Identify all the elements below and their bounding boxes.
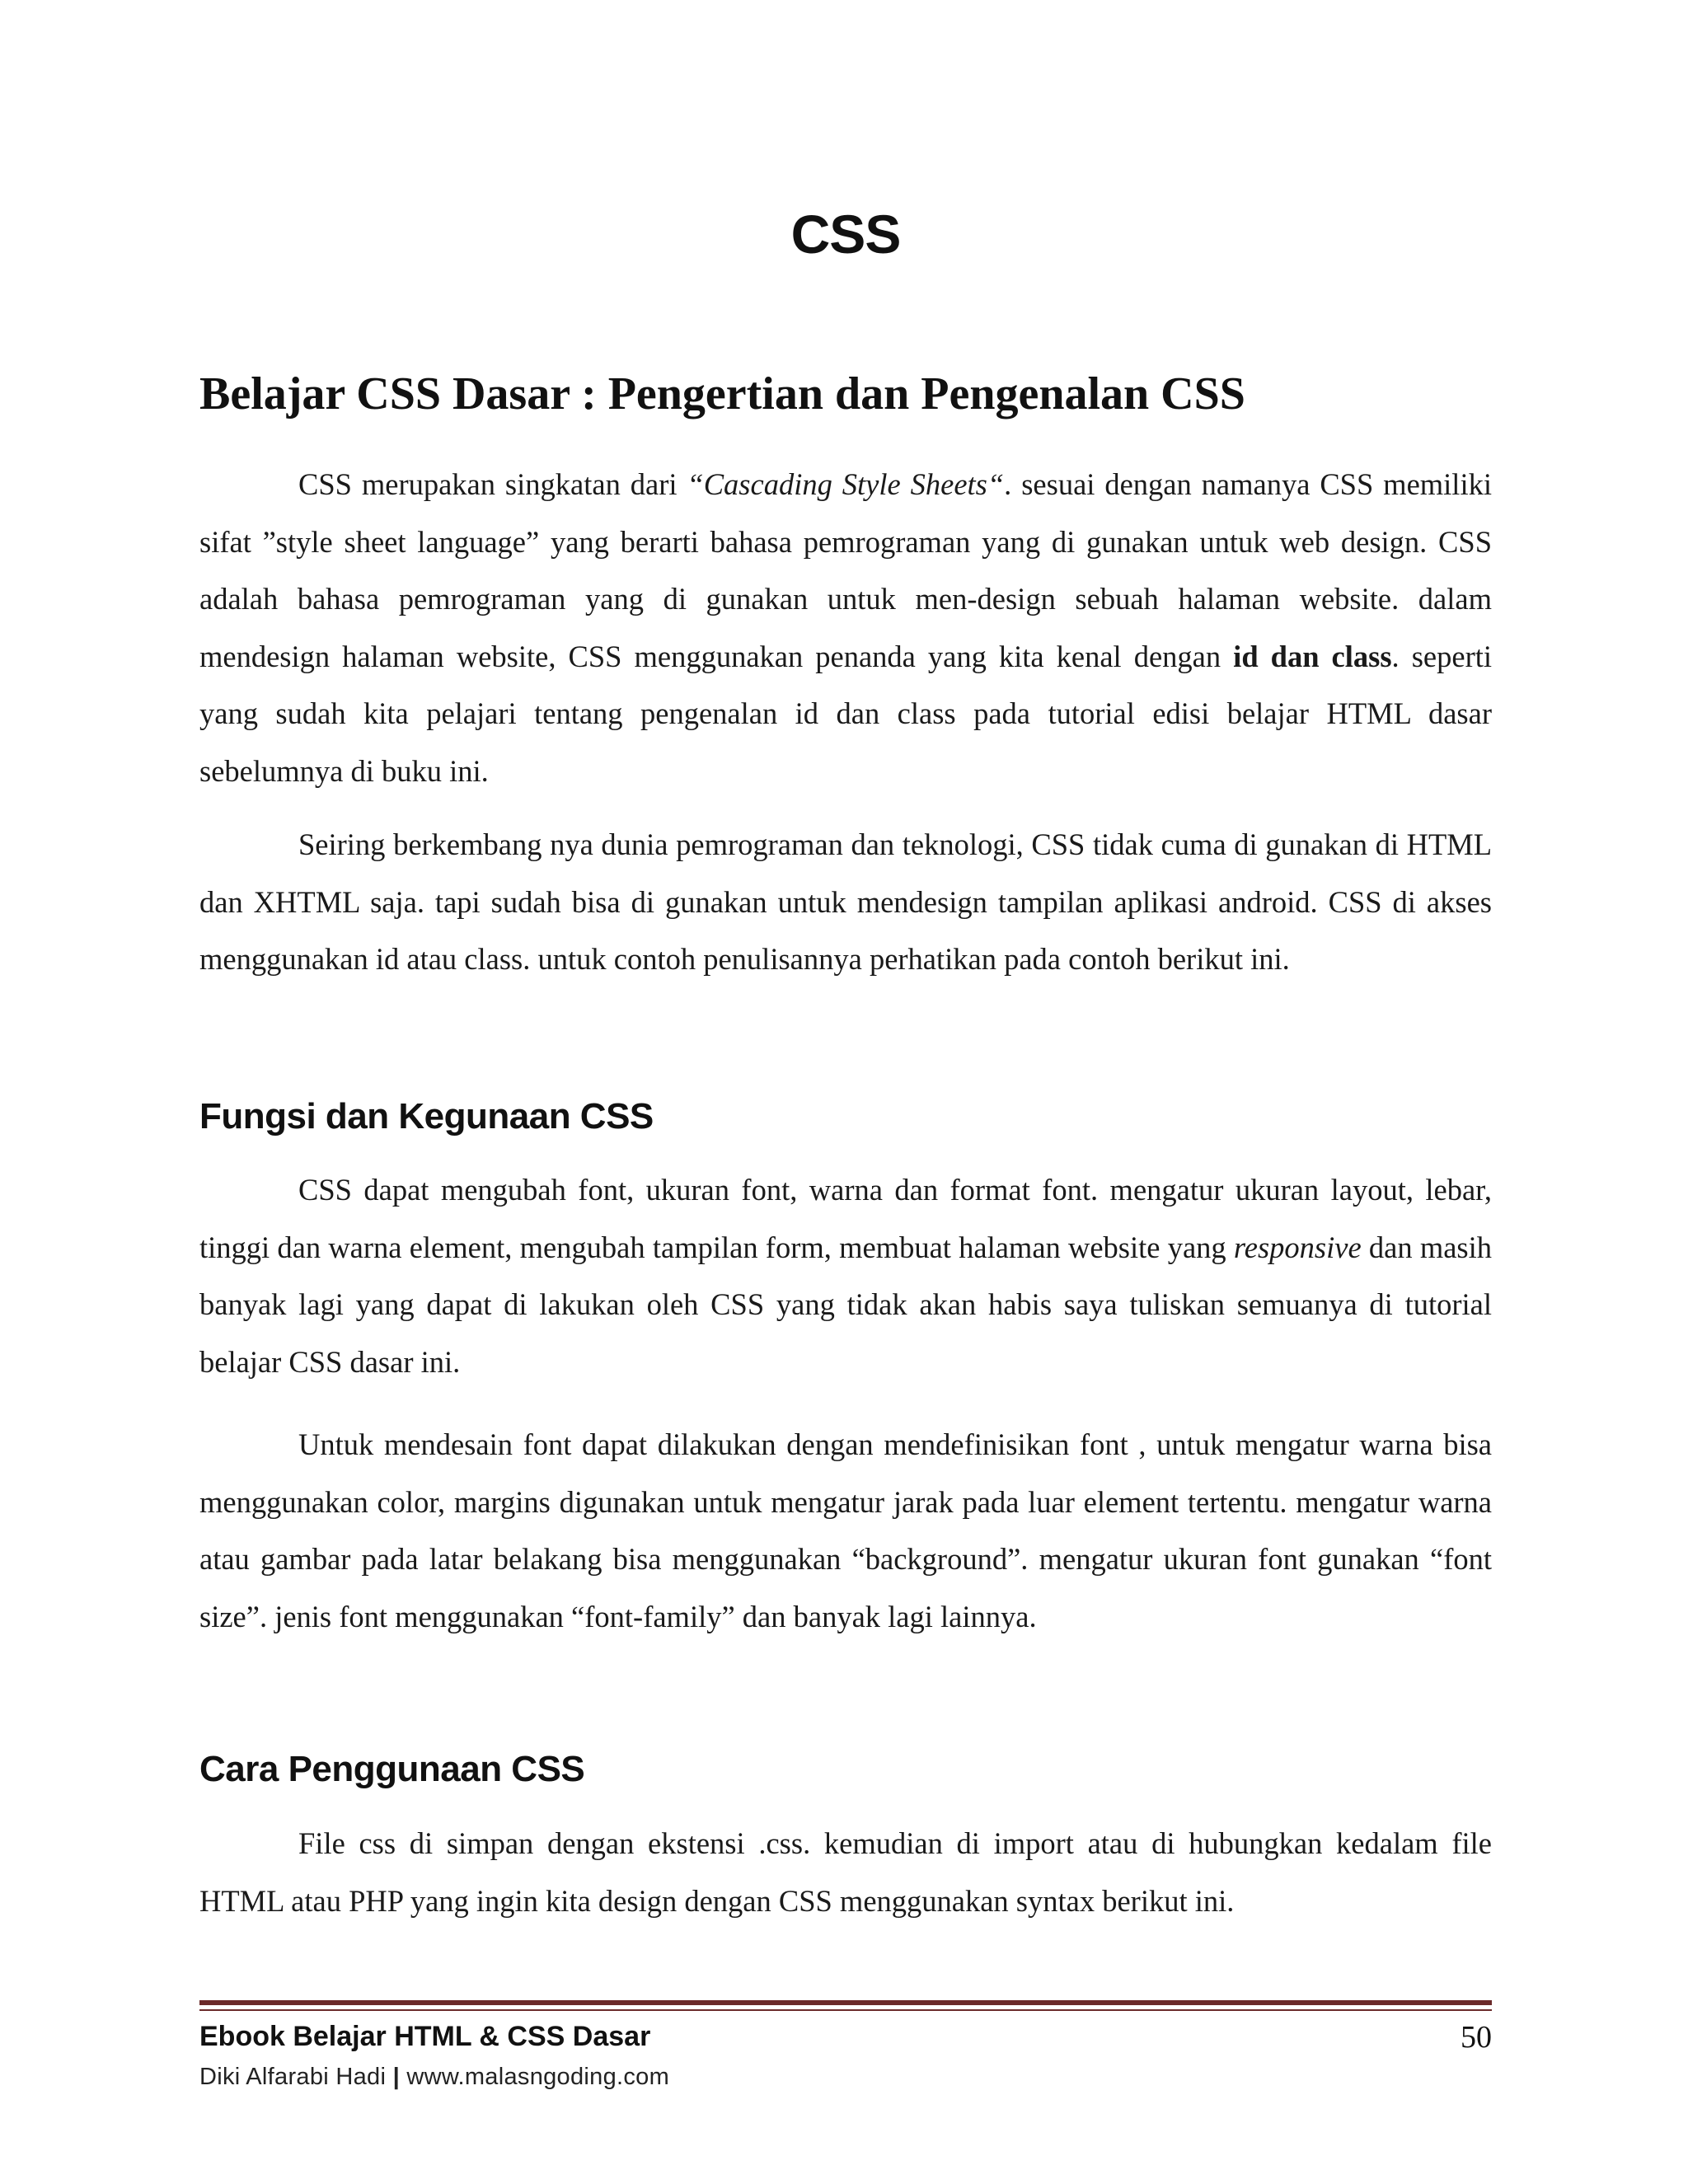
document-page	[199, 0, 1492, 2184]
footer-book-title: Ebook Belajar HTML & CSS Dasar	[199, 2021, 651, 2052]
footer-separator: |	[392, 2064, 400, 2090]
footer-author: Diki Alfarabi Hadi	[199, 2064, 387, 2090]
chapter-title: CSS	[790, 204, 901, 265]
cara-paragraph: File css di simpan dengan ekstensi .css. kemudian di import atau di hubungkan kedalam file HTML atau PHP yang ingin kita design dengan CSS menggunakan syntax berikut ini.	[199, 1826, 1492, 1918]
fungsi-paragraph-2: Untuk mendesain font dapat dilakukan dengan mendefinisikan font , untuk mengatur warna bisa menggunakan color, margins digunakan untuk mengatur jarak pada luar element tertentu. mengatur warna atau gambar pada latar belakang bisa menggunakan “background”. mengatur ukuran font gunakan “font size”. jenis font menggunakan “font-family” dan banyak lagi lainnya.	[199, 1427, 1492, 1633]
cara-heading: Cara Penggunaan CSS	[199, 1749, 585, 1789]
intro-paragraph	[199, 456, 1492, 799]
intro-emphasis: “Cascading Style Sheets“	[687, 467, 1005, 501]
second-paragraph: Seiring berkembang nya dunia pemrograman dan teknologi, CSS tidak cuma di gunakan di HTML dan XHTML saja. tapi sudah bisa di gunakan untuk mendesign tampilan aplikasi android. CSS di akses menggunakan id atau class. untuk contoh penulisannya perhatikan pada contoh berikut ini.	[199, 827, 1492, 976]
page-number: 50	[1461, 2020, 1492, 2055]
footer-rule-thin	[199, 2009, 1492, 2011]
section-title: Belajar CSS Dasar : Pengertian dan Pengenalan CSS	[199, 368, 1245, 419]
fungsi-paragraph	[199, 1161, 1492, 1390]
fungsi-text-b: dan masih banyak lagi yang dapat di lakukan oleh CSS yang tidak akan habis saya tuliskan semuanya di tutorial belajar CSS dasar ini.	[199, 1230, 1493, 1379]
footer-rule	[199, 2000, 1492, 2005]
fungsi-emphasis: responsive	[1233, 1230, 1362, 1264]
intro-text-b: . sesuai dengan namanya CSS memiliki sifat ”style sheet language” yang berarti bahasa pemrograman yang di gunakan untuk web design. CSS adalah bahasa pemrograman yang di gunakan untuk men-design sebuah halaman website. dalam mendesign halaman website, CSS menggunakan penanda yang kita kenal dengan	[199, 467, 1492, 673]
footer-author-line	[199, 2064, 669, 2091]
fungsi-text-a: CSS dapat mengubah font, ukuran font, warna dan format font. mengatur ukuran layout, lebar, tinggi dan warna element, mengubah tampilan form, membuat halaman website yang	[199, 1173, 1492, 1264]
intro-strong: id dan class	[1233, 639, 1392, 673]
intro-text-a: CSS merupakan singkatan dari	[298, 467, 687, 501]
intro-text-c: . seperti yang sudah kita pelajari tentang pengenalan id dan class pada tutorial edisi belajar HTML dasar sebelumnya di buku ini.	[199, 639, 1492, 788]
footer-website: www.malasngoding.com	[406, 2064, 670, 2090]
fungsi-heading: Fungsi dan Kegunaan CSS	[199, 1096, 654, 1137]
